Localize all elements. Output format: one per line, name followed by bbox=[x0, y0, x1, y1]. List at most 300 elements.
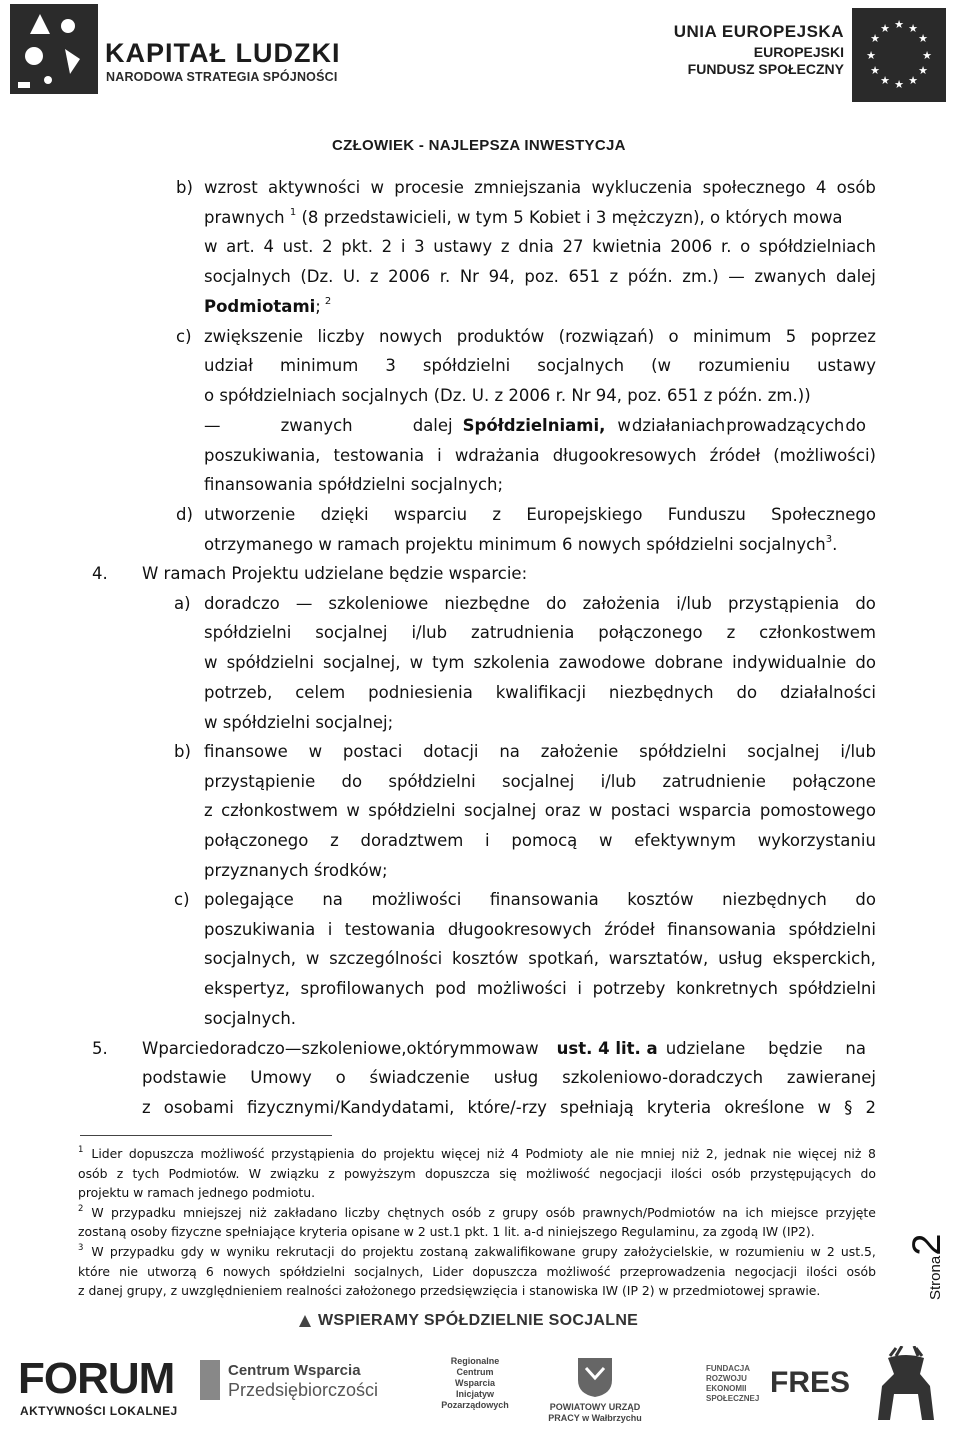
text-line bbox=[204, 979, 876, 999]
word: W bbox=[91, 1205, 104, 1220]
word: jednak bbox=[724, 1146, 766, 1161]
word: szczególności bbox=[329, 949, 443, 968]
word: podstawie bbox=[142, 1068, 227, 1087]
footnote-number: 1 bbox=[78, 1145, 84, 1155]
word: późn. bbox=[627, 267, 673, 286]
word: testowania bbox=[344, 920, 436, 939]
forum-subtitle: AKTYWNOŚCI LOKALNEJ bbox=[20, 1404, 178, 1418]
footnote-number: 3 bbox=[78, 1243, 84, 1253]
word: z bbox=[328, 1166, 335, 1181]
word: poszukiwania, bbox=[204, 446, 321, 465]
word: doradczo bbox=[209, 1039, 285, 1058]
word: utworzą bbox=[147, 1264, 197, 1279]
word: i/lub bbox=[411, 623, 448, 642]
word: połączone bbox=[792, 772, 876, 791]
word: związku bbox=[270, 1166, 319, 1181]
item-label-c: c) bbox=[176, 327, 192, 346]
word: do bbox=[361, 1146, 377, 1161]
text-line bbox=[204, 356, 876, 376]
word: pod bbox=[435, 979, 467, 998]
word: ustawy bbox=[433, 237, 493, 256]
word: dzięki bbox=[320, 505, 369, 524]
word: mniej bbox=[640, 1146, 675, 1161]
word: Wparcie bbox=[142, 1039, 210, 1058]
word: 2 bbox=[322, 237, 333, 256]
word: w bbox=[305, 949, 320, 968]
word: szkoleniowo-doradczych bbox=[562, 1068, 764, 1087]
word: socjalnej, bbox=[323, 653, 401, 672]
kapital-ludzki-subtitle: NARODOWA STRATEGIA SPÓJNOŚCI bbox=[106, 70, 338, 84]
word: rekrutacji bbox=[275, 1244, 335, 1259]
word: art. bbox=[226, 237, 255, 256]
word: rozumieniu bbox=[735, 1244, 805, 1259]
word: osób bbox=[846, 1264, 876, 1279]
word: tych bbox=[132, 1166, 160, 1181]
word: minimum bbox=[693, 327, 772, 346]
word: Podmioty bbox=[525, 1146, 584, 1161]
word: prawnych/Podmiotów bbox=[582, 1205, 716, 1220]
word: możliwość bbox=[546, 1264, 611, 1279]
word: do bbox=[545, 594, 567, 613]
word: W bbox=[248, 1166, 261, 1181]
word: w bbox=[370, 178, 385, 197]
footnote-number: 2 bbox=[78, 1204, 84, 1214]
word: pomocą bbox=[511, 831, 578, 850]
text-line: Wparcie doradczo — szkoleniowe, o którym mowa w ust. 4 lit. a udzielane będzie na bbox=[142, 1039, 866, 1058]
word: kwietnia bbox=[592, 237, 662, 256]
word: 4 bbox=[511, 1146, 519, 1161]
word: w bbox=[617, 416, 631, 435]
word: nie bbox=[119, 1264, 139, 1279]
word: kryteria bbox=[646, 1098, 712, 1117]
word: socjalnych, bbox=[204, 949, 297, 968]
word: do bbox=[736, 683, 758, 702]
word: w bbox=[588, 801, 603, 820]
word: osób bbox=[78, 1166, 108, 1181]
word: testowania bbox=[333, 446, 425, 465]
word: konkretnych bbox=[676, 979, 778, 998]
word: przystępujących bbox=[750, 1166, 852, 1181]
text-line bbox=[204, 505, 876, 525]
word: pkt. bbox=[341, 237, 373, 256]
word: 2, bbox=[705, 1146, 718, 1161]
svg-text:★: ★ bbox=[880, 22, 890, 35]
svg-text:★: ★ bbox=[870, 64, 880, 77]
word: 4 bbox=[263, 237, 274, 256]
page-label: Strona bbox=[927, 1255, 944, 1300]
page-number bbox=[905, 1234, 950, 1300]
word: i/lub bbox=[840, 742, 876, 761]
word: przeprowadzenia bbox=[619, 1264, 726, 1279]
word: spółdzielni bbox=[639, 742, 727, 761]
word: powyższym bbox=[343, 1166, 416, 1181]
word: z bbox=[488, 1205, 495, 1220]
word: Podmiotów. bbox=[168, 1166, 240, 1181]
svg-text:★: ★ bbox=[894, 78, 904, 91]
text-line bbox=[204, 237, 876, 257]
word: do bbox=[845, 416, 866, 435]
word: przypadku bbox=[111, 1205, 176, 1220]
word: kwalifikacji bbox=[495, 683, 587, 702]
word: osób bbox=[451, 1205, 482, 1220]
word: zawieranej bbox=[786, 1068, 876, 1087]
word: Społecznego bbox=[771, 505, 876, 524]
word: przystąpienie bbox=[204, 772, 316, 791]
text-line bbox=[204, 267, 876, 287]
svg-text:★: ★ bbox=[880, 74, 890, 87]
word: na bbox=[499, 742, 520, 761]
text-line: — zwanych dalej Spółdzielniami, w działaniach prowadzących do bbox=[204, 416, 866, 435]
word: (możliwości) bbox=[773, 446, 876, 465]
word: i/lub bbox=[600, 772, 637, 791]
footnote-ref: 2 bbox=[324, 296, 332, 307]
footnote-1 bbox=[78, 1146, 876, 1162]
word: negocjacji bbox=[599, 1166, 662, 1181]
word: spółdzielni bbox=[388, 772, 476, 791]
word: do bbox=[341, 772, 363, 791]
word: dopuszcza bbox=[424, 1166, 490, 1181]
word: dotacji bbox=[423, 742, 479, 761]
word: projektu bbox=[362, 1244, 414, 1259]
word: 94, bbox=[488, 267, 515, 286]
word: efektywnym bbox=[634, 831, 736, 850]
text-line bbox=[142, 1098, 876, 1118]
text-line bbox=[204, 623, 876, 643]
text-line bbox=[204, 327, 876, 347]
word: mowa bbox=[475, 1039, 526, 1058]
word: możliwość bbox=[525, 1166, 590, 1181]
word: socjalnych, bbox=[354, 1264, 424, 1279]
word: niezbędne bbox=[444, 594, 530, 613]
word: projektu bbox=[383, 1146, 435, 1161]
word: rozumieniu bbox=[698, 356, 791, 375]
word: grupy bbox=[581, 1244, 618, 1259]
eu-flag-icon bbox=[852, 8, 946, 102]
kapital-ludzki-title: KAPITAŁ LUDZKI bbox=[105, 38, 341, 68]
word: którym bbox=[416, 1039, 476, 1058]
word: wsparcia bbox=[678, 801, 752, 820]
svg-text:★: ★ bbox=[908, 74, 918, 87]
word: w bbox=[308, 742, 323, 761]
word: niezbędnych bbox=[608, 683, 714, 702]
word: socjalnej bbox=[315, 623, 388, 642]
text-line: socjalnych. bbox=[204, 1009, 297, 1028]
word: dalej bbox=[412, 416, 453, 435]
footer-banner: WSPIERAMY SPÓŁDZIELNIE SOCJALNE bbox=[318, 1312, 639, 1329]
word: U. bbox=[343, 267, 361, 286]
word: liczby bbox=[344, 1205, 380, 1220]
item-label-d: d) bbox=[176, 505, 193, 524]
pup-crest-icon bbox=[576, 1356, 614, 1398]
word: polegające bbox=[204, 890, 294, 909]
word: 3 bbox=[385, 356, 396, 375]
word: z bbox=[492, 505, 502, 524]
text-line: w spółdzielni socjalnej; bbox=[204, 713, 394, 732]
word: z bbox=[116, 1166, 124, 1181]
word: usług bbox=[718, 949, 763, 968]
word: nie bbox=[615, 1146, 634, 1161]
word: ilości bbox=[806, 1264, 838, 1279]
word: utworzenie bbox=[204, 505, 296, 524]
word: przyjęte bbox=[825, 1205, 876, 1220]
word: liczby bbox=[317, 327, 365, 346]
word: z bbox=[142, 1098, 151, 1117]
word: miejsce bbox=[770, 1205, 819, 1220]
triangle-icon bbox=[298, 1314, 312, 1328]
word: źródeł bbox=[709, 446, 761, 465]
word: długookresowych bbox=[552, 446, 697, 465]
centrum-wsparcia-line-1: Centrum Wsparcia bbox=[228, 1362, 361, 1379]
text-line bbox=[204, 920, 876, 940]
word: poszukiwania bbox=[204, 920, 316, 939]
word: spółdzielni bbox=[788, 920, 876, 939]
word: tym bbox=[432, 653, 465, 672]
page-number-value: 2 bbox=[905, 1233, 949, 1256]
footnote-1-line bbox=[78, 1166, 876, 1182]
footnote-1-line: projektu w ramach jednego podmiotu. bbox=[78, 1185, 316, 1200]
word: możliwości bbox=[371, 890, 462, 909]
word: Lider bbox=[432, 1264, 464, 1279]
word: zakładano bbox=[274, 1205, 338, 1220]
word: określone bbox=[724, 1098, 805, 1117]
word: i bbox=[327, 920, 333, 939]
word: z bbox=[500, 237, 510, 256]
ue-line-3: FUNDUSZ SPOŁECZNY bbox=[687, 61, 844, 77]
word: możliwość bbox=[200, 1146, 265, 1161]
word: — bbox=[728, 267, 745, 286]
svg-text:★: ★ bbox=[922, 49, 932, 62]
word: poz. bbox=[524, 267, 559, 286]
text-line bbox=[204, 178, 876, 198]
word: (rozwiązań) bbox=[558, 327, 655, 346]
footnote-3-line: z danej grupy, z uwzględnieniem realności założonego przedsięwzięcia i stanowiska IW (IP 2) w przedmiotowej sprawie. bbox=[78, 1283, 821, 1298]
word: osób bbox=[711, 1166, 741, 1181]
word: z bbox=[609, 267, 619, 286]
word: z bbox=[204, 801, 213, 820]
word: zwanych bbox=[754, 267, 827, 286]
word: 2 bbox=[865, 1098, 876, 1117]
word: w bbox=[346, 801, 360, 820]
word: 2 bbox=[826, 1244, 835, 1259]
text-line bbox=[204, 683, 876, 703]
text-line bbox=[142, 1068, 876, 1088]
deer-logo-icon bbox=[860, 1346, 952, 1424]
word: o bbox=[335, 1068, 346, 1087]
word: więcej bbox=[441, 1146, 481, 1161]
word: osób bbox=[545, 1205, 576, 1220]
footnote-ref: 1 bbox=[289, 207, 297, 218]
word: o bbox=[740, 237, 751, 256]
footnote-2 bbox=[78, 1205, 876, 1221]
ue-line-1: UNIA EUROPEJSKA bbox=[673, 22, 844, 41]
word: spółdzielni bbox=[226, 653, 314, 672]
word: pomostowego bbox=[759, 801, 876, 820]
text-line: Podmiotami; $^2$ bbox=[204, 296, 332, 316]
word: i bbox=[577, 979, 582, 998]
word: dnia bbox=[518, 237, 554, 256]
word: zakwalifikowane bbox=[474, 1244, 576, 1259]
word: ustawy bbox=[817, 356, 876, 375]
text-line: W ramach Projektu udzielane będzie wsparcie: bbox=[142, 564, 528, 583]
word: wykorzystaniu bbox=[757, 831, 876, 850]
word: z bbox=[369, 267, 379, 286]
word: zwanych bbox=[280, 416, 353, 435]
word: postaci bbox=[610, 801, 671, 820]
word: zm.) bbox=[682, 267, 719, 286]
word: doradztwem bbox=[360, 831, 464, 850]
word: udział bbox=[204, 356, 253, 375]
footnote-3-line bbox=[78, 1264, 876, 1280]
word: osób bbox=[836, 178, 876, 197]
word: prowadzących bbox=[726, 416, 845, 435]
word: dobrane bbox=[654, 653, 724, 672]
word: socjalnej bbox=[502, 772, 575, 791]
word: finansowania bbox=[489, 890, 599, 909]
word: oraz bbox=[544, 801, 581, 820]
word: Nr bbox=[459, 267, 479, 286]
word: do bbox=[340, 1244, 357, 1259]
word: o bbox=[668, 327, 679, 346]
word: na bbox=[722, 1205, 738, 1220]
word: niż bbox=[843, 1146, 862, 1161]
word: niż bbox=[248, 1205, 267, 1220]
word: założenia bbox=[582, 594, 661, 613]
word: przystąpienia bbox=[728, 594, 840, 613]
word: produktów bbox=[456, 327, 545, 346]
word: socjalnej bbox=[464, 801, 537, 820]
word: celem bbox=[295, 683, 346, 702]
word: Umowy bbox=[250, 1068, 312, 1087]
word: w bbox=[409, 653, 424, 672]
word: — bbox=[284, 1039, 302, 1058]
word: niż bbox=[681, 1146, 700, 1161]
word: założenie bbox=[540, 742, 619, 761]
word: ekspertyz, bbox=[204, 979, 290, 998]
word: członkostwem bbox=[759, 623, 876, 642]
word: na bbox=[322, 890, 343, 909]
word: 8 bbox=[867, 1146, 876, 1161]
ue-line-2: EUROPEJSKI bbox=[753, 44, 844, 60]
word: możliwości bbox=[476, 979, 567, 998]
word: potrzeb, bbox=[204, 683, 273, 702]
word: W bbox=[91, 1244, 104, 1259]
word: działaniach bbox=[631, 416, 726, 435]
word: doradczo bbox=[204, 594, 280, 613]
word: wzrost bbox=[204, 178, 258, 197]
word: r. bbox=[439, 267, 451, 286]
word: o bbox=[406, 1039, 417, 1058]
word: zatrudnienie bbox=[662, 772, 766, 791]
footnote-ref: 3 bbox=[825, 534, 833, 545]
word: szkoleniowe bbox=[328, 594, 429, 613]
text-line: finansowania spółdzielni socjalnych; bbox=[204, 475, 504, 494]
page-header bbox=[0, 0, 960, 165]
word: wdrażania bbox=[454, 446, 540, 465]
word: i bbox=[485, 831, 490, 850]
word: kosztów bbox=[627, 890, 694, 909]
word: warsztatów, bbox=[608, 949, 709, 968]
word: w bbox=[599, 831, 613, 850]
word: spółdzielni bbox=[368, 801, 456, 820]
word: członkostwem bbox=[221, 801, 338, 820]
text-line bbox=[204, 742, 876, 762]
word: 6 bbox=[205, 1264, 214, 1279]
word: dopuszcza bbox=[472, 1264, 538, 1279]
centrum-wsparcia-logo-icon bbox=[200, 1360, 220, 1400]
word: 2 bbox=[381, 237, 393, 256]
word: finansowania bbox=[667, 920, 777, 939]
word: długookresowych bbox=[447, 920, 592, 939]
forum-logo: FORUM bbox=[18, 1354, 175, 1403]
word: szkoleniowe, bbox=[301, 1039, 407, 1058]
word: z bbox=[726, 623, 736, 642]
paragraph-number-5: 5. bbox=[92, 1039, 108, 1058]
word: zmniejszania bbox=[474, 178, 582, 197]
svg-text:★: ★ bbox=[918, 64, 928, 77]
word: do bbox=[855, 653, 876, 672]
word: ilości bbox=[670, 1166, 703, 1181]
paragraph-number-4: 4. bbox=[92, 564, 108, 583]
word: dalej bbox=[835, 267, 876, 286]
word: spółdzielniach bbox=[758, 237, 876, 256]
word: usług bbox=[493, 1068, 539, 1087]
word: ust.5, bbox=[840, 1244, 876, 1259]
word: nowych bbox=[222, 1264, 271, 1279]
word: spółdzielni bbox=[788, 979, 876, 998]
word: świadczenie bbox=[369, 1068, 470, 1087]
footnote-2-line: zostaną osoby fizyczne spełniające kryteria opisane w 2 ust.1 pkt. 1 lit. a-d niniejszego Regulaminu, za zgodą IW (IP2). bbox=[78, 1224, 815, 1239]
text-line bbox=[204, 831, 876, 851]
ue-label bbox=[674, 22, 844, 77]
text-line bbox=[204, 772, 876, 792]
word: w bbox=[719, 1244, 730, 1259]
word: źródeł bbox=[604, 920, 655, 939]
word: się bbox=[499, 1166, 517, 1181]
word: grupy bbox=[502, 1205, 539, 1220]
word: w bbox=[525, 1039, 539, 1058]
word: połączonego bbox=[204, 831, 309, 850]
item-label-b: b) bbox=[176, 178, 193, 197]
word: socjalnej bbox=[747, 742, 820, 761]
word: niezbędnych bbox=[722, 890, 827, 909]
word: zatrudnienia bbox=[471, 623, 575, 642]
word: z bbox=[330, 831, 339, 850]
pup-label: POWIATOWY URZĄD PRACY w Wałbrzychu bbox=[548, 1402, 642, 1423]
kapital-ludzki-logo-icon bbox=[10, 4, 98, 94]
word: fizycznymi/Kandydatami, bbox=[246, 1098, 455, 1117]
item-label-a: a) bbox=[174, 594, 191, 613]
word: osobami bbox=[163, 1098, 234, 1117]
word: gdy bbox=[180, 1244, 204, 1259]
word: spółdzielni bbox=[279, 1264, 346, 1279]
word: — bbox=[295, 594, 313, 613]
word: sprofilowanych bbox=[300, 979, 425, 998]
word: negocjacji bbox=[734, 1264, 798, 1279]
svg-text:★: ★ bbox=[908, 22, 918, 35]
word: finansowe bbox=[204, 742, 288, 761]
word: w bbox=[210, 1244, 221, 1259]
word: indywidualnie bbox=[732, 653, 847, 672]
text-line bbox=[204, 949, 876, 969]
word: eksperckich, bbox=[772, 949, 876, 968]
word: przystąpienia bbox=[271, 1146, 355, 1161]
regional-centre-logo: Regionalne Centrum Wsparcia Inicjatyw Pozarządowych bbox=[441, 1356, 509, 1410]
word: spotkań, bbox=[528, 949, 599, 968]
word: wyniku bbox=[226, 1244, 270, 1259]
word: do bbox=[860, 1166, 876, 1181]
word: i bbox=[400, 237, 406, 256]
word: potrzeby bbox=[592, 979, 666, 998]
